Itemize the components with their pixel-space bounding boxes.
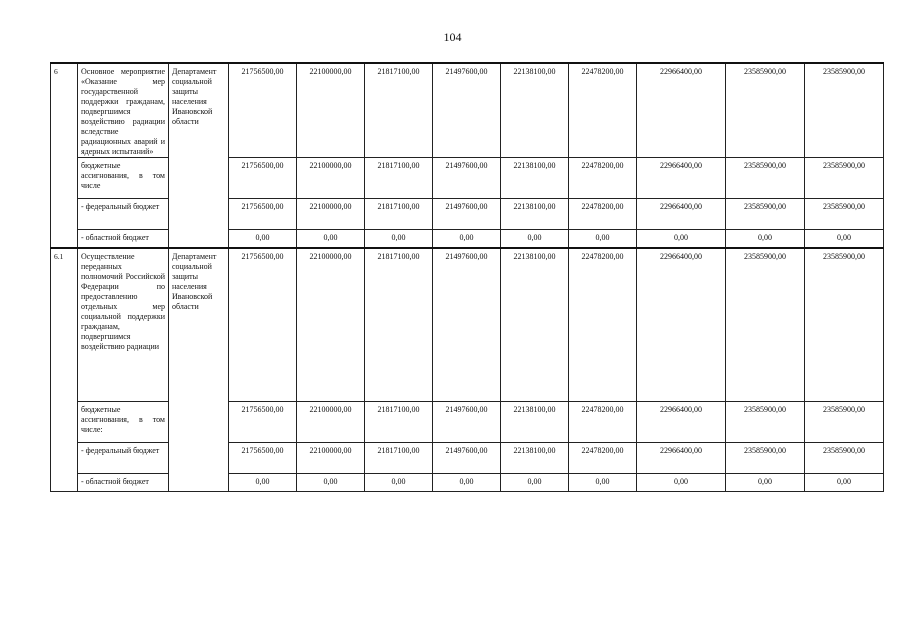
value-cell: 21497600,00 <box>433 443 501 474</box>
value-cell: 23585900,00 <box>805 248 884 402</box>
value-cell: 22478200,00 <box>569 158 637 199</box>
value-cell: 22100000,00 <box>297 248 365 402</box>
value-cell: 23585900,00 <box>726 63 805 158</box>
value-cell: 0,00 <box>637 474 726 492</box>
value-cell: 23585900,00 <box>726 402 805 443</box>
value-cell: 0,00 <box>726 474 805 492</box>
value-cell: 0,00 <box>433 230 501 249</box>
value-cell: 0,00 <box>229 474 297 492</box>
value-cell: 21817100,00 <box>365 199 433 230</box>
value-cell: 22966400,00 <box>637 63 726 158</box>
value-cell: 21817100,00 <box>365 402 433 443</box>
value-cell: 21817100,00 <box>365 248 433 402</box>
value-cell: 23585900,00 <box>726 158 805 199</box>
value-cell: 21756500,00 <box>229 63 297 158</box>
value-cell: 21497600,00 <box>433 63 501 158</box>
value-cell: 21497600,00 <box>433 402 501 443</box>
row-number: 6 <box>51 63 78 248</box>
value-cell: 22966400,00 <box>637 443 726 474</box>
executor: Департамент социальной защиты населения Ивановской области <box>169 63 229 248</box>
sub-label: бюджетные ассигнования, в том числе: <box>78 402 169 443</box>
value-cell: 0,00 <box>726 230 805 249</box>
value-cell: 23585900,00 <box>726 248 805 402</box>
value-cell: 22138100,00 <box>501 248 569 402</box>
value-cell: 22138100,00 <box>501 199 569 230</box>
value-cell: 22966400,00 <box>637 402 726 443</box>
value-cell: 22138100,00 <box>501 63 569 158</box>
value-cell: 22966400,00 <box>637 158 726 199</box>
value-cell: 22478200,00 <box>569 402 637 443</box>
value-cell: 22138100,00 <box>501 158 569 199</box>
value-cell: 22100000,00 <box>297 402 365 443</box>
value-cell: 0,00 <box>501 474 569 492</box>
value-cell: 0,00 <box>569 230 637 249</box>
value-cell: 22478200,00 <box>569 248 637 402</box>
value-cell: 22138100,00 <box>501 402 569 443</box>
value-cell: 22100000,00 <box>297 158 365 199</box>
sub-label: бюджетные ассигнования, в том числе <box>78 158 169 199</box>
value-cell: 23585900,00 <box>726 443 805 474</box>
value-cell: 21756500,00 <box>229 443 297 474</box>
sub-label: - федеральный бюджет <box>78 199 169 230</box>
value-cell: 21817100,00 <box>365 158 433 199</box>
value-cell: 0,00 <box>365 230 433 249</box>
value-cell: 23585900,00 <box>805 402 884 443</box>
page-number: 104 <box>443 30 462 44</box>
activity-name: Основное мероприятие «Оказание мер государственной поддержки гражданам, подвергшимся воздействию радиации вследствие радиационных аварий и ядерных испытаний» <box>78 63 169 158</box>
value-cell: 22478200,00 <box>569 63 637 158</box>
value-cell: 22478200,00 <box>569 199 637 230</box>
value-cell: 21497600,00 <box>433 158 501 199</box>
value-cell: 0,00 <box>433 474 501 492</box>
value-cell: 22138100,00 <box>501 443 569 474</box>
value-cell: 0,00 <box>637 230 726 249</box>
value-cell: 22966400,00 <box>637 248 726 402</box>
value-cell: 21817100,00 <box>365 63 433 158</box>
value-cell: 21497600,00 <box>433 199 501 230</box>
sub-label: - областной бюджет <box>78 230 169 249</box>
value-cell: 23585900,00 <box>805 443 884 474</box>
value-cell: 21756500,00 <box>229 158 297 199</box>
value-cell: 0,00 <box>365 474 433 492</box>
value-cell: 23585900,00 <box>805 158 884 199</box>
value-cell: 23585900,00 <box>805 63 884 158</box>
value-cell: 0,00 <box>297 474 365 492</box>
value-cell: 21817100,00 <box>365 443 433 474</box>
table-row <box>51 63 884 158</box>
value-cell: 0,00 <box>569 474 637 492</box>
value-cell: 0,00 <box>805 474 884 492</box>
value-cell: 22100000,00 <box>297 63 365 158</box>
value-cell: 0,00 <box>805 230 884 249</box>
value-cell: 21497600,00 <box>433 248 501 402</box>
value-cell: 21756500,00 <box>229 248 297 402</box>
value-cell: 0,00 <box>229 230 297 249</box>
value-cell: 0,00 <box>297 230 365 249</box>
budget-table <box>50 62 884 492</box>
value-cell: 22478200,00 <box>569 443 637 474</box>
activity-name: Осуществление переданных полномочий Российской Федерации по предоставлению отдельных мер социальной поддержки гражданам, подвергшимся воздействию радиации <box>78 248 169 402</box>
value-cell: 22100000,00 <box>297 199 365 230</box>
value-cell: 23585900,00 <box>726 199 805 230</box>
value-cell: 22100000,00 <box>297 443 365 474</box>
value-cell: 23585900,00 <box>805 199 884 230</box>
executor: Департамент социальной защиты населения Ивановской области <box>169 248 229 492</box>
value-cell: 0,00 <box>501 230 569 249</box>
value-cell: 22966400,00 <box>637 199 726 230</box>
table-row <box>51 248 884 402</box>
sub-label: - областной бюджет <box>78 474 169 492</box>
value-cell: 21756500,00 <box>229 199 297 230</box>
row-number: 6.1 <box>51 248 78 492</box>
sub-label: - федеральный бюджет <box>78 443 169 474</box>
value-cell: 21756500,00 <box>229 402 297 443</box>
